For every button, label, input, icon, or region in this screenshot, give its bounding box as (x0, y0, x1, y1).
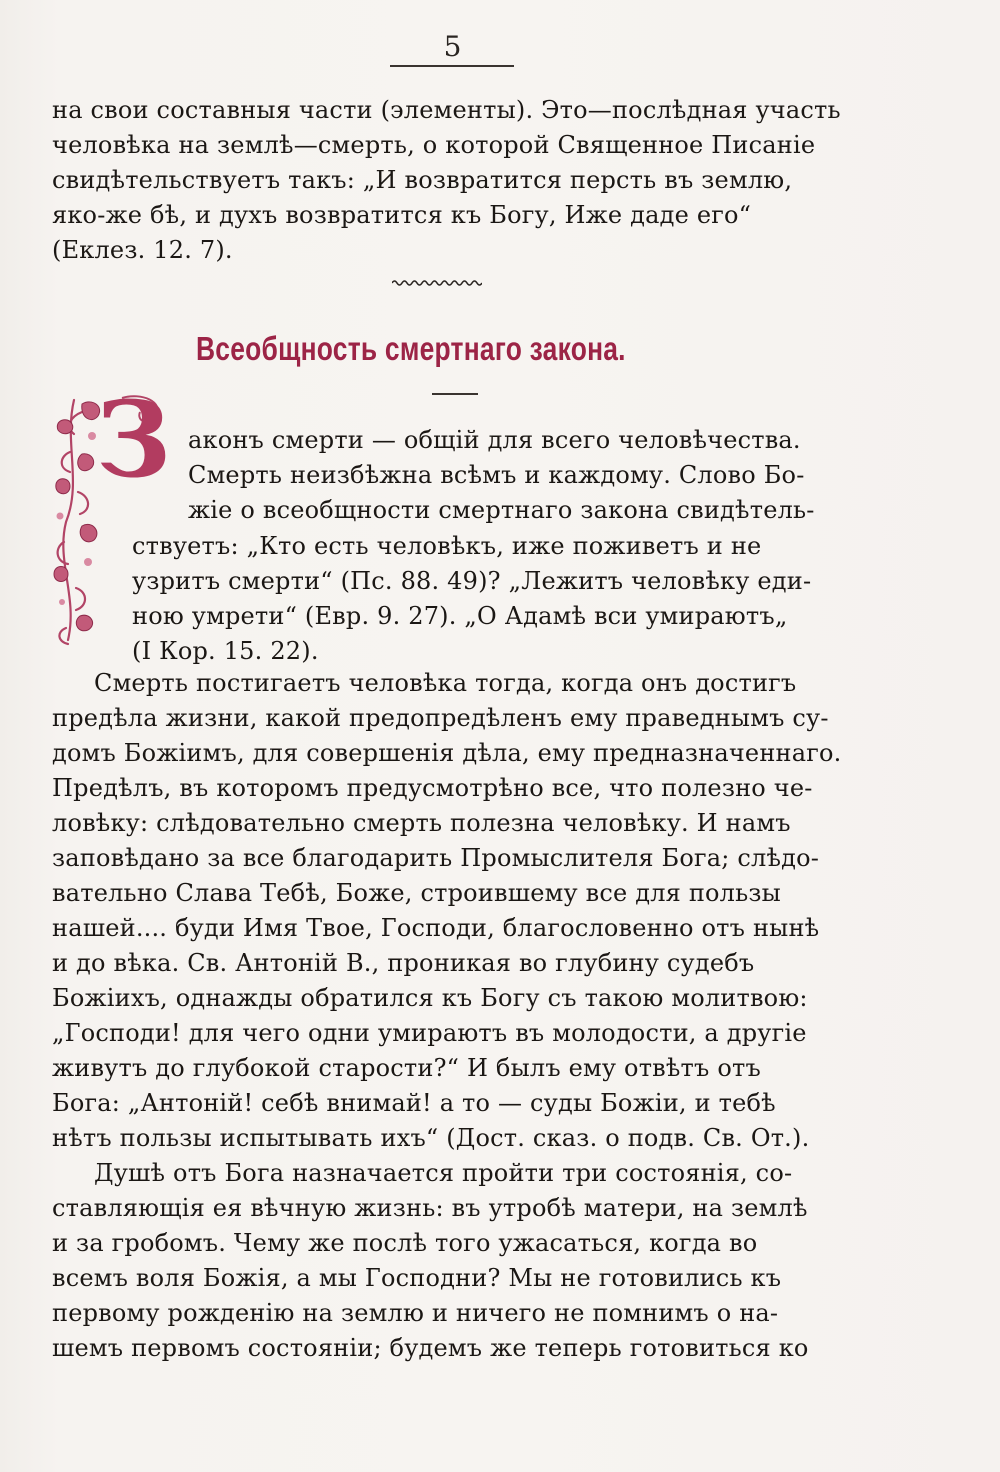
text-line: человѣка на землѣ—смерть, о которой Священное Писаніе (52, 131, 816, 159)
text-line: жіе о всеобщности смертнаго закона свидѣтель- (188, 496, 815, 524)
text-line: на свои составныя части (элементы). Это—послѣдная участь (52, 96, 841, 124)
text-line: Предѣлъ, въ которомъ предусмотрѣно все, что полезно че- (52, 774, 813, 802)
text-line: Бога: „Антоній! себѣ внимай! а то — суды Божіи, и тебѣ (52, 1089, 776, 1117)
text-line: ною умрети“ (Евр. 9. 27). „О Адамѣ вси умираютъ„ (132, 602, 788, 630)
text-line: нѣтъ пользы испытывать ихъ“ (Дост. сказ. о подв. Св. От.). (52, 1124, 810, 1152)
text-line: Божіихъ, однажды обратился къ Богу съ такою молитвою: (52, 984, 808, 1012)
text-line: ставляющія ея вѣчную жизнь: въ утробѣ матери, на землѣ (52, 1194, 808, 1222)
text-line: „Господи! для чего одни умираютъ въ молодости, а другіе (52, 1019, 807, 1047)
text-line: (Еклез. 12. 7). (52, 236, 233, 264)
text-line: предѣла жизни, какой предопредѣленъ ему праведнымъ су- (52, 704, 829, 732)
text-line: ловѣку: слѣдовательно смерть полезна человѣку. И намъ (52, 809, 791, 837)
section-heading: Всеобщность смертнаго закона. (196, 330, 626, 367)
text-line: всемъ воля Божія, а мы Господни? Мы не готовились къ (52, 1264, 782, 1292)
text-line: живутъ до глубокой старости?“ И былъ ему отвѣтъ отъ (52, 1054, 761, 1082)
heading-rule (432, 393, 478, 395)
text-line: ствуетъ: „Кто есть человѣкъ, иже поживетъ и не (132, 532, 762, 560)
text-line: домъ Божіимъ, для совершенія дѣла, ему предназначеннаго. (52, 739, 842, 767)
text-line: вательно Слава Тебѣ, Боже, строившему все для пользы (52, 879, 781, 907)
text-line: узритъ смерти“ (Пс. 88. 49)? „Лежитъ человѣку еди- (132, 567, 812, 595)
text-line: аконъ смерти — общій для всего человѣчества. (188, 426, 801, 454)
text-line: и за гробомъ. Чему же послѣ того ужасаться, когда во (52, 1229, 758, 1257)
text-line: Душѣ отъ Бога назначается пройти три состоянія, со- (94, 1159, 793, 1187)
page-number-rule (390, 65, 514, 67)
page-number: 5 (443, 30, 462, 63)
text-line: первому рожденію на землю и ничего не помнимъ о на- (52, 1299, 779, 1327)
text-line: заповѣдано за все благодарить Промыслителя Бога; слѣдо- (52, 844, 820, 872)
text-line: яко-же бѣ, и духъ возвратится къ Богу, Иже даде его“ (52, 201, 752, 229)
wavy-divider-ornament (392, 278, 482, 288)
drop-cap-letter: З (96, 378, 172, 501)
text-line: и до вѣка. Св. Антоній В., проникая во глубину судебъ (52, 949, 755, 977)
text-line: Смерть неизбѣжна всѣмъ и каждому. Слово Бо- (188, 461, 805, 489)
text-line: (I Кор. 15. 22). (132, 637, 319, 665)
text-line: шемъ первомъ состояніи; будемъ же теперь готовиться ко (52, 1334, 809, 1362)
text-line: нашей.... буди Имя Твое, Господи, благословенно отъ нынѣ (52, 914, 820, 942)
text-line: свидѣтельствуетъ такъ: „И возвратится персть въ землю, (52, 166, 793, 194)
text-line: Смерть постигаетъ человѣка тогда, когда онъ достигъ (94, 669, 797, 697)
